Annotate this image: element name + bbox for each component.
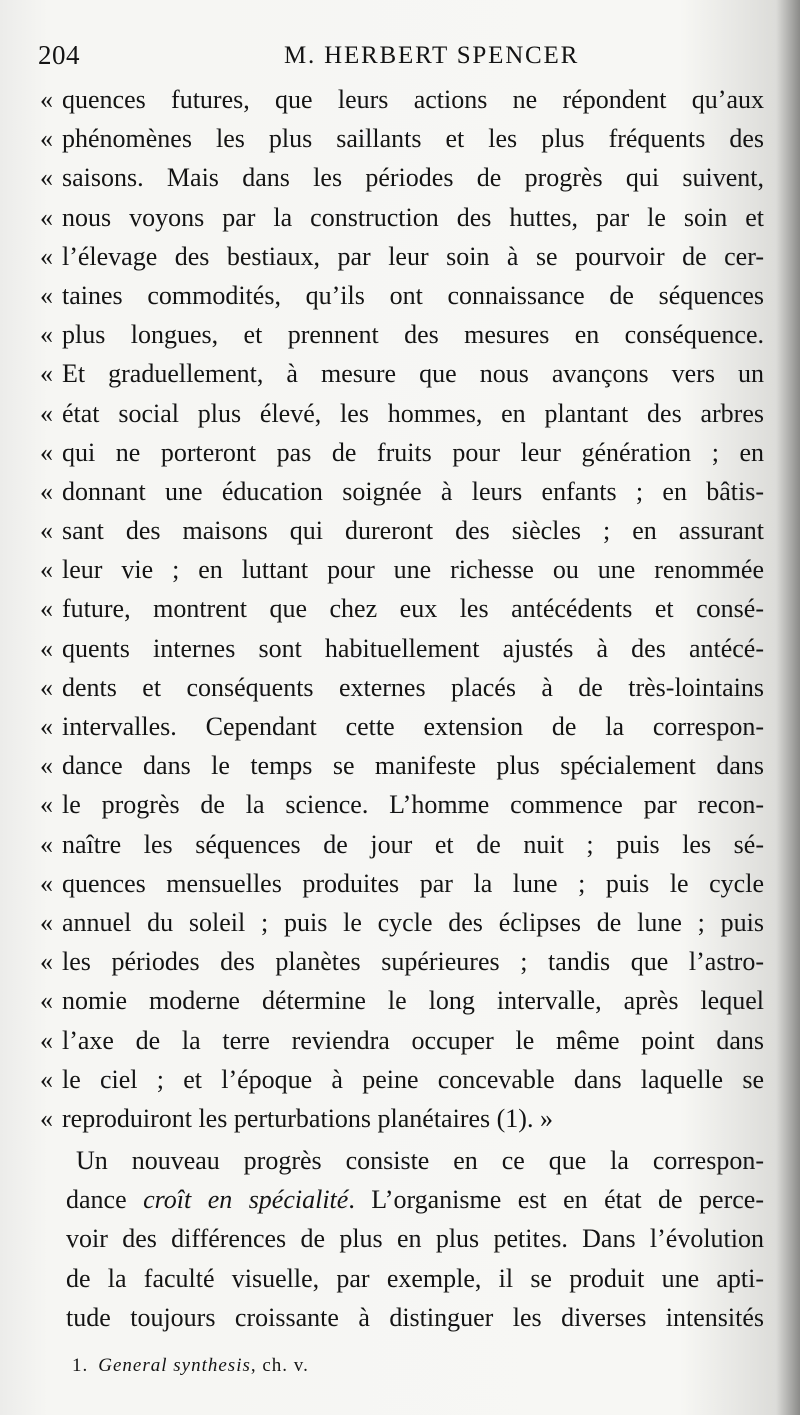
emphasis-text: croît en spécialité [143,1185,349,1215]
quotation-text: quents internes sont habituellement ajustés à des antécé- [62,633,764,663]
paragraph-line [66,1180,764,1219]
quotation-line [40,119,764,158]
paragraph-line: Un nouveau progrès consiste en ce que la correspon- [76,1146,764,1175]
quotation-text: dance dans le temps se manifeste plus spécialement dans [62,751,764,781]
quote-mark: « [40,790,53,820]
quote-mark: « [40,633,53,663]
quotation-text: dents et conséquents externes placés à de très-lointains [62,672,764,702]
quotation-line [40,1060,764,1099]
quote-mark: « [40,280,53,310]
quotation-text: leur vie ; en luttant pour une richesse ou une renommée [62,555,764,585]
body-paragraph [66,1141,764,1337]
quotation-text: état social plus élevé, les hommes, en plantant des arbres [62,398,764,428]
quotation-text: phénomènes les plus saillants et les plus fréquents des [62,124,764,154]
quote-mark: « [40,398,53,428]
paragraph-line: de la faculté visuelle, par exemple, il se produit une apti- [66,1263,764,1293]
quotation-line [40,315,764,354]
running-title: M. HERBERT SPENCER [284,42,580,69]
quotation-text: saisons. Mais dans les périodes de progrès qui suivent, [62,163,764,193]
quote-mark: « [40,751,53,781]
quote-mark: « [40,868,53,898]
paragraph-line: tude toujours croissante à distinguer les diverses intensités [66,1302,764,1332]
quote-mark: « [40,907,53,937]
quotation-text: taines commodités, qu’ils ont connaissance de séquences [62,280,764,310]
quotation-line [40,864,764,903]
quote-mark: « [40,241,53,271]
quotation-text: reproduiront les perturbations planétaires (1). » [62,1103,553,1133]
quote-mark: « [40,320,53,350]
quote-mark: « [40,672,53,702]
quotation-line [40,550,764,589]
quote-mark: « [40,85,53,114]
footnote-number: 1. [72,1355,89,1376]
quotation-text: le progrès de la science. L’homme commence par recon- [62,790,764,820]
quotation-line [40,668,764,707]
footnote-ref: , ch. v. [250,1355,309,1376]
quote-mark: « [40,516,53,546]
quote-mark: « [40,829,53,859]
quote-mark: « [40,1025,53,1055]
quotation-line [40,354,764,393]
quotation-text: annuel du soleil ; puis le cycle des éclipses de lune ; puis [62,907,764,937]
quote-mark: « [40,359,53,389]
quotation-line [40,981,764,1020]
quotation-text: quences mensuelles produites par la lune ; puis le cycle [62,868,764,898]
quotation-line [40,472,764,511]
quotation-text: les périodes des planètes supérieures ; tandis que l’astro- [62,947,764,977]
quotation-line [40,785,764,824]
quotation-line [40,511,764,550]
quotation-line [40,1099,764,1138]
footnote-title: General synthesis [98,1355,251,1376]
quotation-line [40,942,764,981]
quote-mark: « [40,594,53,624]
quotation-line [40,433,764,472]
quotation-line [40,198,764,237]
paragraph-text: . L’organisme est en état de perce- [348,1185,764,1215]
quotation-text: l’élevage des bestiaux, par leur soin à se pourvoir de cer- [62,241,764,271]
quote-mark: « [40,437,53,467]
quotation-line [40,1021,764,1060]
quote-mark: « [40,124,53,154]
quotation-text: donnant une éducation soignée à leurs enfants ; en bâtis- [62,476,764,506]
quotation-text: Et graduellement, à mesure que nous avançons vers un [62,359,764,389]
quotation-block [40,80,764,1138]
quotation-text: le ciel ; et l’époque à peine concevable dans laquelle se [62,1064,764,1094]
quotation-text: quences futures, que leurs actions ne répondent qu’aux [62,85,764,114]
quotation-line [40,394,764,433]
quotation-text: nous voyons par la construction des huttes, par le soin et [62,202,764,232]
quote-mark: « [40,476,53,506]
quote-mark: « [40,947,53,977]
quote-mark: « [40,1103,53,1133]
quotation-text: sant des maisons qui dureront des siècles ; en assurant [62,516,764,546]
quotation-text: qui ne porteront pas de fruits pour leur génération ; en [62,437,764,467]
quote-mark: « [40,712,53,741]
quotation-line [40,80,764,119]
quote-mark: « [40,986,53,1016]
quotation-text: nomie moderne détermine le long intervalle, après lequel [62,986,764,1016]
quote-mark: « [40,202,53,232]
quotation-line [40,707,764,746]
quotation-line [40,903,764,942]
quotation-line [40,276,764,315]
quotation-line [40,746,764,785]
quote-mark: « [40,1064,53,1094]
quotation-line [40,589,764,628]
paragraph-text: dance [66,1185,127,1215]
quotation-line [40,629,764,668]
quote-mark: « [40,555,53,585]
quotation-line [40,237,764,276]
quotation-text: naître les séquences de jour et de nuit ; puis les sé- [62,829,764,859]
page-number: 204 [38,40,80,70]
footnote [72,1355,309,1377]
quotation-line [40,158,764,197]
page-header [34,40,764,80]
paragraph-line: voir des différences de plus en plus petites. Dans l’évolution [66,1224,764,1254]
quotation-text: l’axe de la terre reviendra occuper le même point dans [62,1025,764,1055]
quotation-text: plus longues, et prennent des mesures en conséquence. [62,320,764,350]
quotation-text: future, montrent que chez eux les antécédents et consé- [62,594,764,624]
quote-mark: « [40,163,53,193]
quotation-line [40,825,764,864]
quotation-text: intervalles. Cependant cette extension de la correspon- [62,712,764,741]
